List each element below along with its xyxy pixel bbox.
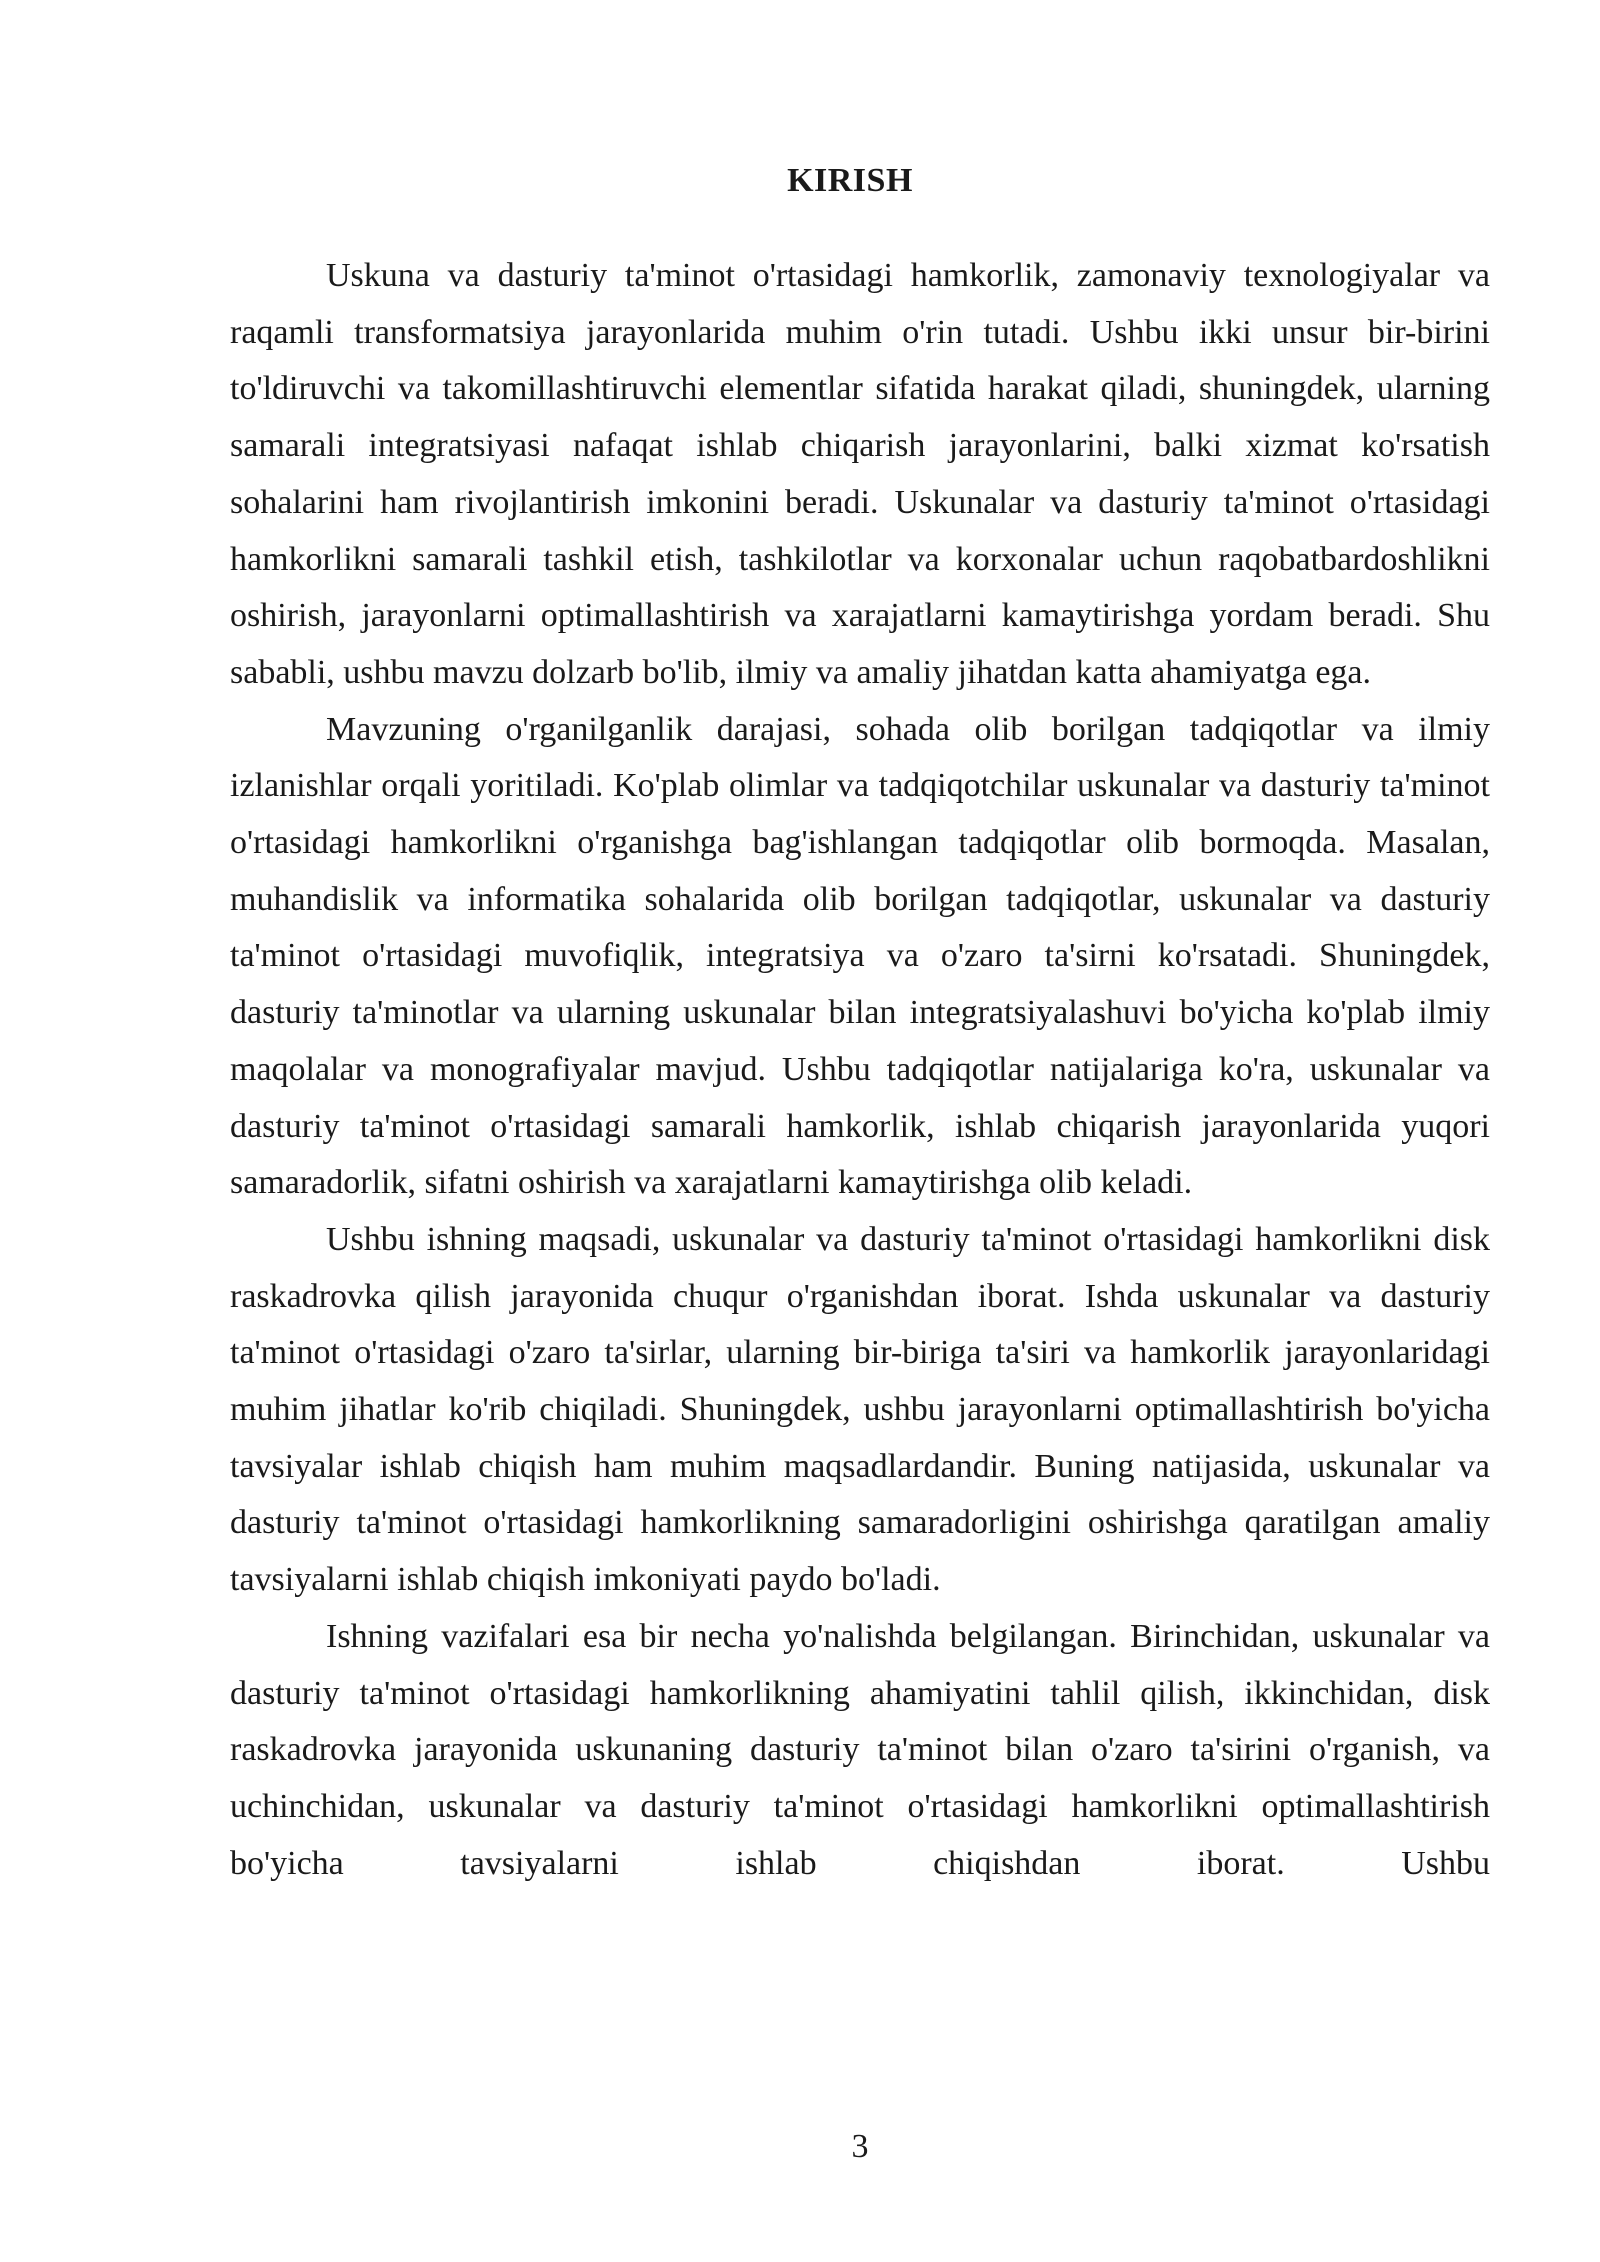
paragraph-objective: Ushbu ishning maqsadi, uskunalar va dasturiy ta'minot o'rtasidagi hamkorlikni disk raskadrovka qilish jarayonida chuqur o'rganishdan iborat. Ishda uskunalar va dasturiy ta'minot o'rtasidagi o'zaro ta'sirlar, ularning bir-biriga ta'siri va hamkorlik jarayonlaridagi muhim jihatlar ko'rib chiqiladi. Shuningdek, ushbu jarayonlarni optimallashtirish bo'yicha tavsiyalar ishlab chiqish ham muhim maqsadlardandir. Buning natijasida, uskunalar va dasturiy ta'minot o'rtasidagi hamkorlikning samaradorligini oshirishga qaratilgan amaliy tavsiyalarni ishlab chiqish imkoniyati paydo bo'ladi. xyxy=(230,1220,1490,1599)
body-text xyxy=(230,248,1490,1892)
page-number: 3 xyxy=(851,2128,869,2165)
paragraph-study-level: Mavzuning o'rganilganlik darajasi, sohada olib borilgan tadqiqotlar va ilmiy izlanishlar orqali yoritiladi. Ko'plab olimlar va tadqiqotchilar uskunalar va dasturiy ta'minot o'rtasidagi hamkorlikni o'rganishga bag'ishlangan tadqiqotlar olib bormoqda. Masalan, muhandislik va informatika sohalarida olib borilgan tadqiqotlar, uskunalar va dasturiy ta'minot o'rtasidagi muvofiqlik, integratsiya va o'zaro ta'sirni ko'rsatadi. Shuningdek, dasturiy ta'minotlar va ularning uskunalar bilan integratsiyalashuvi bo'yicha ko'plab ilmiy maqolalar va monografiyalar mavjud. Ushbu tadqiqotlar natijalariga ko'ra, uskunalar va dasturiy ta'minot o'rtasidagi samarali hamkorlik, ishlab chiqarish jarayonlarida yuqori samaradorlik, sifatni oshirish va xarajatlarni kamaytirishga olib keladi. xyxy=(230,710,1490,1202)
paragraph-tasks: Ishning vazifalari esa bir necha yo'nalishda belgilangan. Birinchidan, uskunalar va dasturiy ta'minot o'rtasidagi hamkorlikning ahamiyatini tahlil qilish, ikkinchidan, disk raskadrovka jarayonida uskunaning dasturiy ta'minot bilan o'zaro ta'sirini o'rganish, va uchinchidan, uskunalar va dasturiy ta'minot o'rtasidagi hamkorlikni optimallashtirish bo'yicha tavsiyalarni ishlab chiqishdan iborat. Ushbu xyxy=(230,1617,1490,1882)
paragraph-introduction: Uskuna va dasturiy ta'minot o'rtasidagi hamkorlik, zamonaviy texnologiyalar va raqamli transformatsiya jarayonlarida muhim o'rin tutadi. Ushbu ikki unsur bir-birini to'ldiruvchi va takomillashtiruvchi elementlar sifatida harakat qiladi, shuningdek, ularning samarali integratsiyasi nafaqat ishlab chiqarish jarayonlarini, balki xizmat ko'rsatish sohalarini ham rivojlantirish imkonini beradi. Uskunalar va dasturiy ta'minot o'rtasidagi hamkorlikni samarali tashkil etish, tashkilotlar va korxonalar uchun raqobatbardoshlikni oshirish, jarayonlarni optimallashtirish va xarajatlarni kamaytirishga yordam beradi. Shu sababli, ushbu mavzu dolzarb bo'lib, ilmiy va amaliy jihatdan katta ahamiyatga ega. xyxy=(230,257,1490,691)
page-title: KIRISH xyxy=(787,162,913,199)
